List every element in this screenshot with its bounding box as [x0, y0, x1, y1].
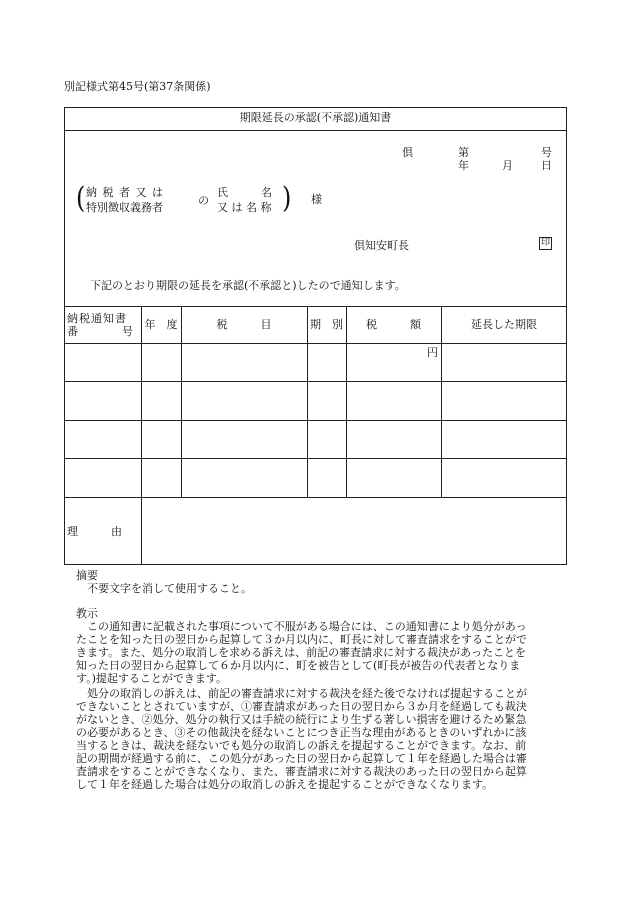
- recipient-line1: 納 税 者 又 は: [86, 186, 164, 199]
- table-row-line: [64, 497, 567, 498]
- header-tsuchi-line1: 納税通知書: [67, 312, 127, 325]
- header-tsuchi-line2: 番 号: [67, 325, 133, 338]
- header-kibetsu: 期 別: [310, 318, 343, 331]
- recipient-line2: 特別徴収義務者: [86, 201, 163, 214]
- col-line-4: [346, 306, 347, 497]
- kyoji-p2-line: 当するときは、裁決を経ないでも処分の取消しの訴えを提起することができます。なお、前: [76, 739, 527, 752]
- document-title: 期限延長の承認(不承認)通知書: [239, 111, 392, 124]
- col-line-3: [307, 306, 308, 497]
- recipient-sama: 様: [311, 193, 322, 206]
- doc-number-go: 号: [541, 146, 552, 159]
- table-row-line: [64, 420, 567, 421]
- date-year: 年: [458, 159, 469, 172]
- seal-stamp: 印: [540, 238, 550, 248]
- recipient-no: の: [198, 194, 209, 207]
- kyoji-p2-line: 記の期間が経過する前に、この処分があった日の翌日から起算して１年を経過した場合は審: [76, 752, 527, 765]
- right-bracket: ): [282, 181, 292, 215]
- recipient-name1: 氏 名: [217, 186, 272, 199]
- doc-number-dai: 第: [458, 146, 469, 159]
- kyoji-p1-line: す。)提起することができます。: [76, 672, 228, 685]
- col-line-1: [141, 306, 142, 565]
- table-top-line: [64, 306, 567, 307]
- kyoji-p2-line: 査請求をすることができなくなり、また、審査請求に対する裁決のあった日の翌日から起算: [76, 765, 527, 778]
- issuer-name: 倶知安町長: [354, 239, 409, 252]
- table-row-line: [64, 458, 567, 459]
- kyoji-heading: 教示: [76, 607, 98, 620]
- left-bracket: (: [76, 181, 86, 215]
- col-line-2: [181, 306, 182, 497]
- summary-text: 不要文字を消して使用すること。: [87, 582, 252, 595]
- summary-heading: 摘要: [76, 569, 98, 582]
- header-nendo: 年 度: [144, 318, 178, 331]
- date-day: 日: [541, 159, 552, 172]
- recipient-name2: 又 は 名 称: [217, 201, 272, 214]
- kyoji-p1-line: きます。また、処分の取消しを求める訴えは、前記の審査請求に対する裁決があったことを: [76, 646, 527, 659]
- header-zeigaku: 税 額: [366, 318, 421, 331]
- form-number: 別記様式第45号(第37条関係): [64, 80, 211, 93]
- kyoji-p2-line: がないとき、②処分、処分の執行又は手続の続行により生ずる著しい損害を避けるため緊急: [76, 713, 527, 726]
- header-zeimoku: 税 目: [216, 318, 272, 331]
- kyoji-p2-line: 処分の取消しの訴えは、前記の審査請求に対する裁決を経た後でなければ提起することが: [87, 687, 527, 700]
- title-divider: [64, 130, 567, 131]
- kyoji-p1-line: たことを知った日の翌日から起算して３か月以内に、町長に対して審査請求をすることがで: [76, 633, 527, 646]
- col-line-5: [441, 306, 442, 497]
- table-row-line: [64, 381, 567, 382]
- kyoji-p1-line: この通知書に記載された事項について不服がある場合には、この通知書により処分があっ: [87, 620, 527, 633]
- doc-number-prefix: 倶: [402, 146, 413, 159]
- date-month: 月: [502, 159, 513, 172]
- kyoji-p1-line: 知った日の翌日から起算して６か月以内に、町を被告として(町長が被告の代表者となりま: [76, 659, 521, 672]
- kyoji-p2-line: できないこととされていますが、①審査請求があった日の翌日から３か月を経過しても裁決: [76, 700, 527, 713]
- header-kigen: 延長した期限: [471, 318, 537, 331]
- notice-text: 下記のとおり期限の延長を承認(不承認と)したので通知します。: [90, 279, 406, 292]
- table-header-line: [64, 343, 567, 344]
- kyoji-p2-line: の必要があるとき、③その他裁決を経ないことにつき正当な理由があるときのいずれかに該: [76, 726, 527, 739]
- yen-unit: 円: [427, 346, 438, 359]
- reason-label: 理 由: [67, 525, 122, 538]
- kyoji-p2-line: して１年を経過した場合は処分の取消しの訴えを提起することができなくなります。: [76, 778, 494, 791]
